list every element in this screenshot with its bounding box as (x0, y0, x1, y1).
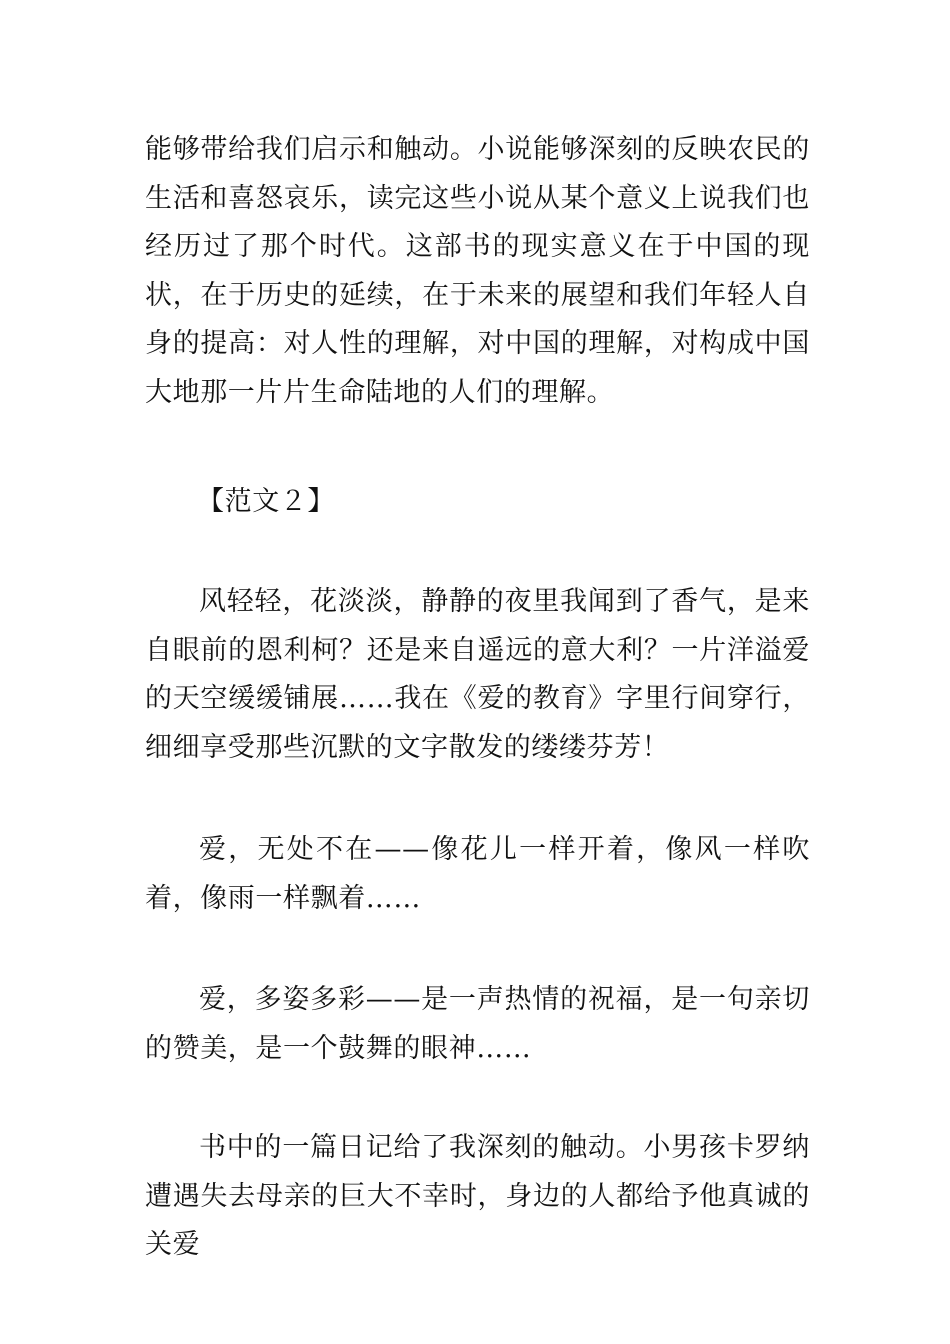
paragraph-text: 爱，多姿多彩——是一声热情的祝福，是一句亲切的赞美，是一个鼓舞的眼神…… (145, 984, 810, 1064)
paragraph-love-everywhere (145, 826, 810, 923)
paragraph-love-colorful (145, 976, 810, 1073)
heading-text: 【范文２】 (197, 486, 335, 517)
paragraph-text: 爱，无处不在——像花儿一样开着，像风一样吹着，像雨一样飘着…… (145, 834, 810, 914)
paragraph-continuation (145, 126, 810, 418)
paragraph-text: 能够带给我们启示和触动。小说能够深刻的反映农民的生活和喜怒哀乐，读完这些小说从某个意义上说我们也经历过了那个时代。这部书的现实意义在于中国的现状，在于历史的延续，在于未来的展望和我们年轻人自身的提高：对人性的理解，对中国的理解，对构成中国大地那一片片生命陆地的人们的理解。 (145, 134, 810, 408)
paragraph-text: 书中的一篇日记给了我深刻的触动。小男孩卡罗纳遭遇失去母亲的巨大不幸时，身边的人都给予他真诚的关爱 (145, 1132, 810, 1261)
section-heading (197, 478, 497, 527)
paragraph-diary (145, 1124, 810, 1270)
paragraph-text: 风轻轻，花淡淡，静静的夜里我闻到了香气，是来自眼前的恩利柯？还是来自遥远的意大利？一片洋溢爱的天空缓缓铺展……我在《爱的教育》字里行间穿行，细细享受那些沉默的文字散发的缕缕芬芳！ (145, 586, 810, 763)
paragraph-intro (145, 578, 810, 772)
